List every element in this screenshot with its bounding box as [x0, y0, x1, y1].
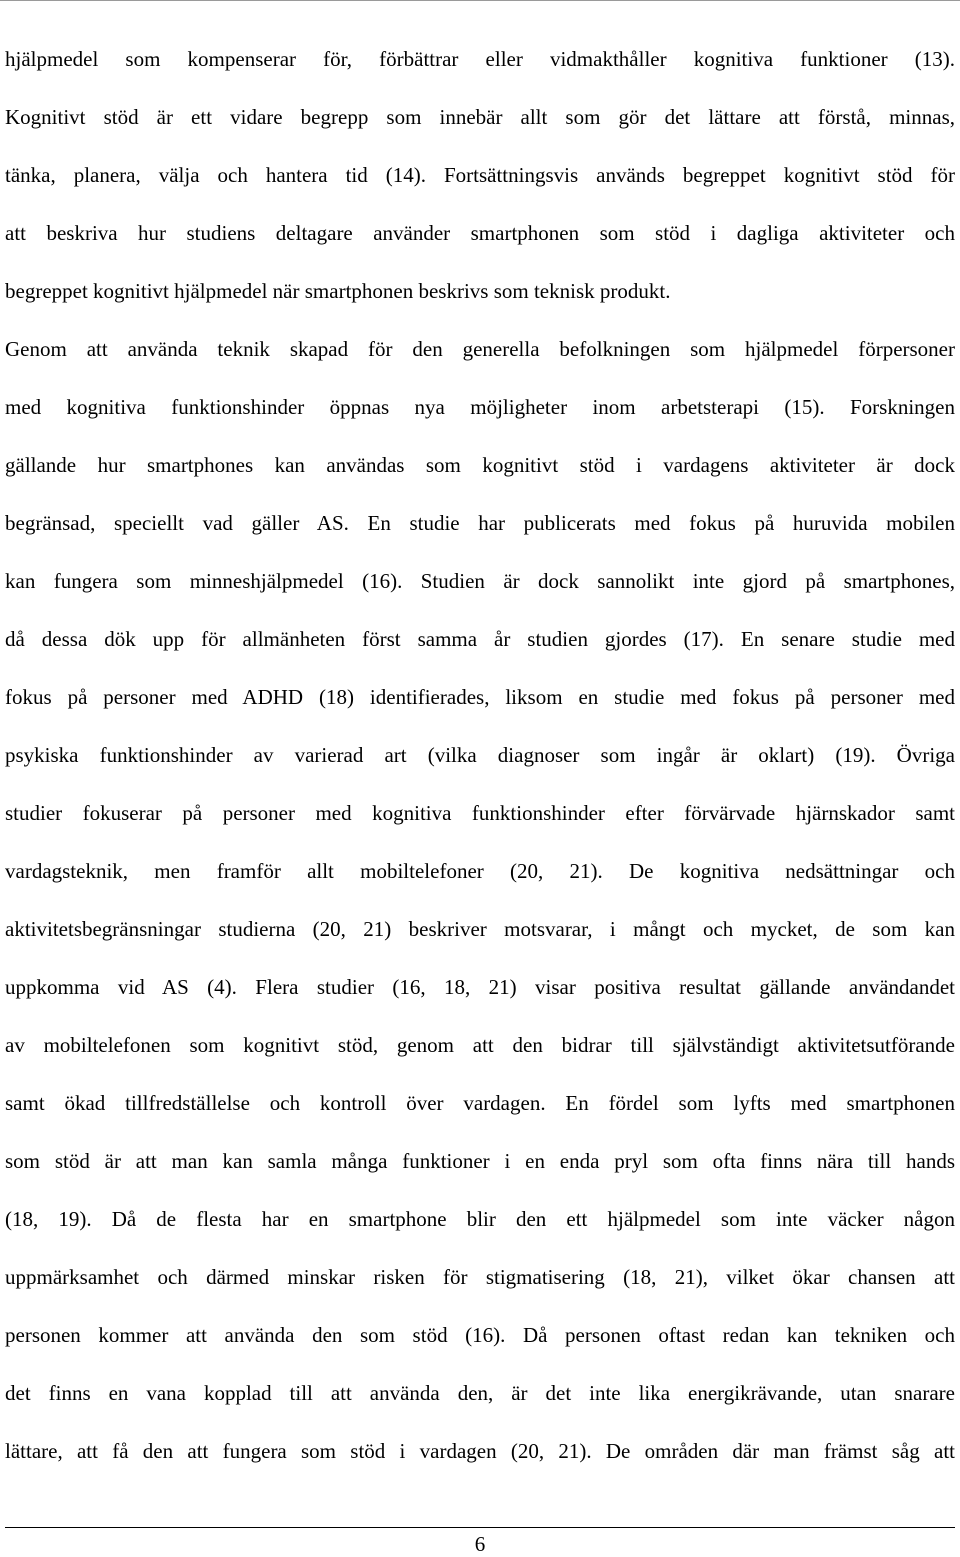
text-line: psykiska funktionshinder av varierad art (vilka diagnoser som ingår är oklart) (19). Övriga [5, 743, 955, 767]
top-border [0, 0, 960, 1]
text-line: tänka, planera, välja och hantera tid (14). Fortsättningsvis används begreppet kognitivt stöd för [5, 163, 955, 187]
text-line: begränsad, speciellt vad gäller AS. En studie har publicerats med fokus på huruvida mobilen [5, 511, 955, 535]
text-line: som stöd är att man kan samla många funktioner i en enda pryl som ofta finns nära till hands [5, 1149, 955, 1173]
text-line: lättare, att få den att fungera som stöd i vardagen (20, 21). De områden där man främst såg att [5, 1439, 955, 1463]
text-line: begreppet kognitivt hjälpmedel när smartphonen beskrivs som teknisk produkt. [5, 279, 671, 303]
text-line: samt ökad tillfredställelse och kontroll över vardagen. En fördel som lyfts med smartphonen [5, 1091, 955, 1115]
text-line: det finns en vana kopplad till att använda den, är det inte lika energikrävande, utan snarare [5, 1381, 955, 1405]
text-line: då dessa dök upp för allmänheten först samma år studien gjordes (17). En senare studie med [5, 627, 955, 651]
text-line: fokus på personer med ADHD (18) identifierades, liksom en studie med fokus på personer med [5, 685, 955, 709]
text-line: med kognitiva funktionshinder öppnas nya möjligheter inom arbetsterapi (15). Forskningen [5, 395, 955, 419]
text-line: aktivitetsbegränsningar studierna (20, 21) beskriver motsvarar, i mångt och mycket, de som kan [5, 917, 955, 941]
text-line: gällande hur smartphones kan användas som kognitivt stöd i vardagens aktiviteter är dock [5, 453, 955, 477]
footer-divider [5, 1527, 955, 1528]
text-line: studier fokuserar på personer med kognitiva funktionshinder efter förvärvade hjärnskador samt [5, 801, 955, 825]
text-line: kan fungera som minneshjälpmedel (16). Studien är dock sannolikt inte gjord på smartphones, [5, 569, 955, 593]
text-line: Genom att använda teknik skapad för den generella befolkningen som hjälpmedel förpersoner [5, 337, 955, 361]
text-line: (18, 19). Då de flesta har en smartphone blir den ett hjälpmedel som inte väcker någon [5, 1207, 955, 1231]
text-line: att beskriva hur studiens deltagare använder smartphonen som stöd i dagliga aktiviteter och [5, 221, 955, 245]
body-text [5, 30, 955, 1480]
text-line: hjälpmedel som kompenserar för, förbättrar eller vidmakthåller kognitiva funktioner (13). [5, 47, 955, 71]
text-line: vardagsteknik, men framför allt mobiltelefoner (20, 21). De kognitiva nedsättningar och [5, 859, 955, 883]
page-number: 6 [474, 1532, 486, 1556]
text-line: uppmärksamhet och därmed minskar risken för stigmatisering (18, 21), vilket ökar chansen att [5, 1265, 955, 1289]
text-line: personen kommer att använda den som stöd (16). Då personen oftast redan kan tekniken och [5, 1323, 955, 1347]
text-line: Kognitivt stöd är ett vidare begrepp som innebär allt som gör det lättare att förstå, minnas, [5, 105, 955, 129]
text-line: av mobiltelefonen som kognitivt stöd, genom att den bidrar till självständigt aktivitetsutförande [5, 1033, 955, 1057]
text-line: uppkomma vid AS (4). Flera studier (16, 18, 21) visar positiva resultat gällande användandet [5, 975, 955, 999]
